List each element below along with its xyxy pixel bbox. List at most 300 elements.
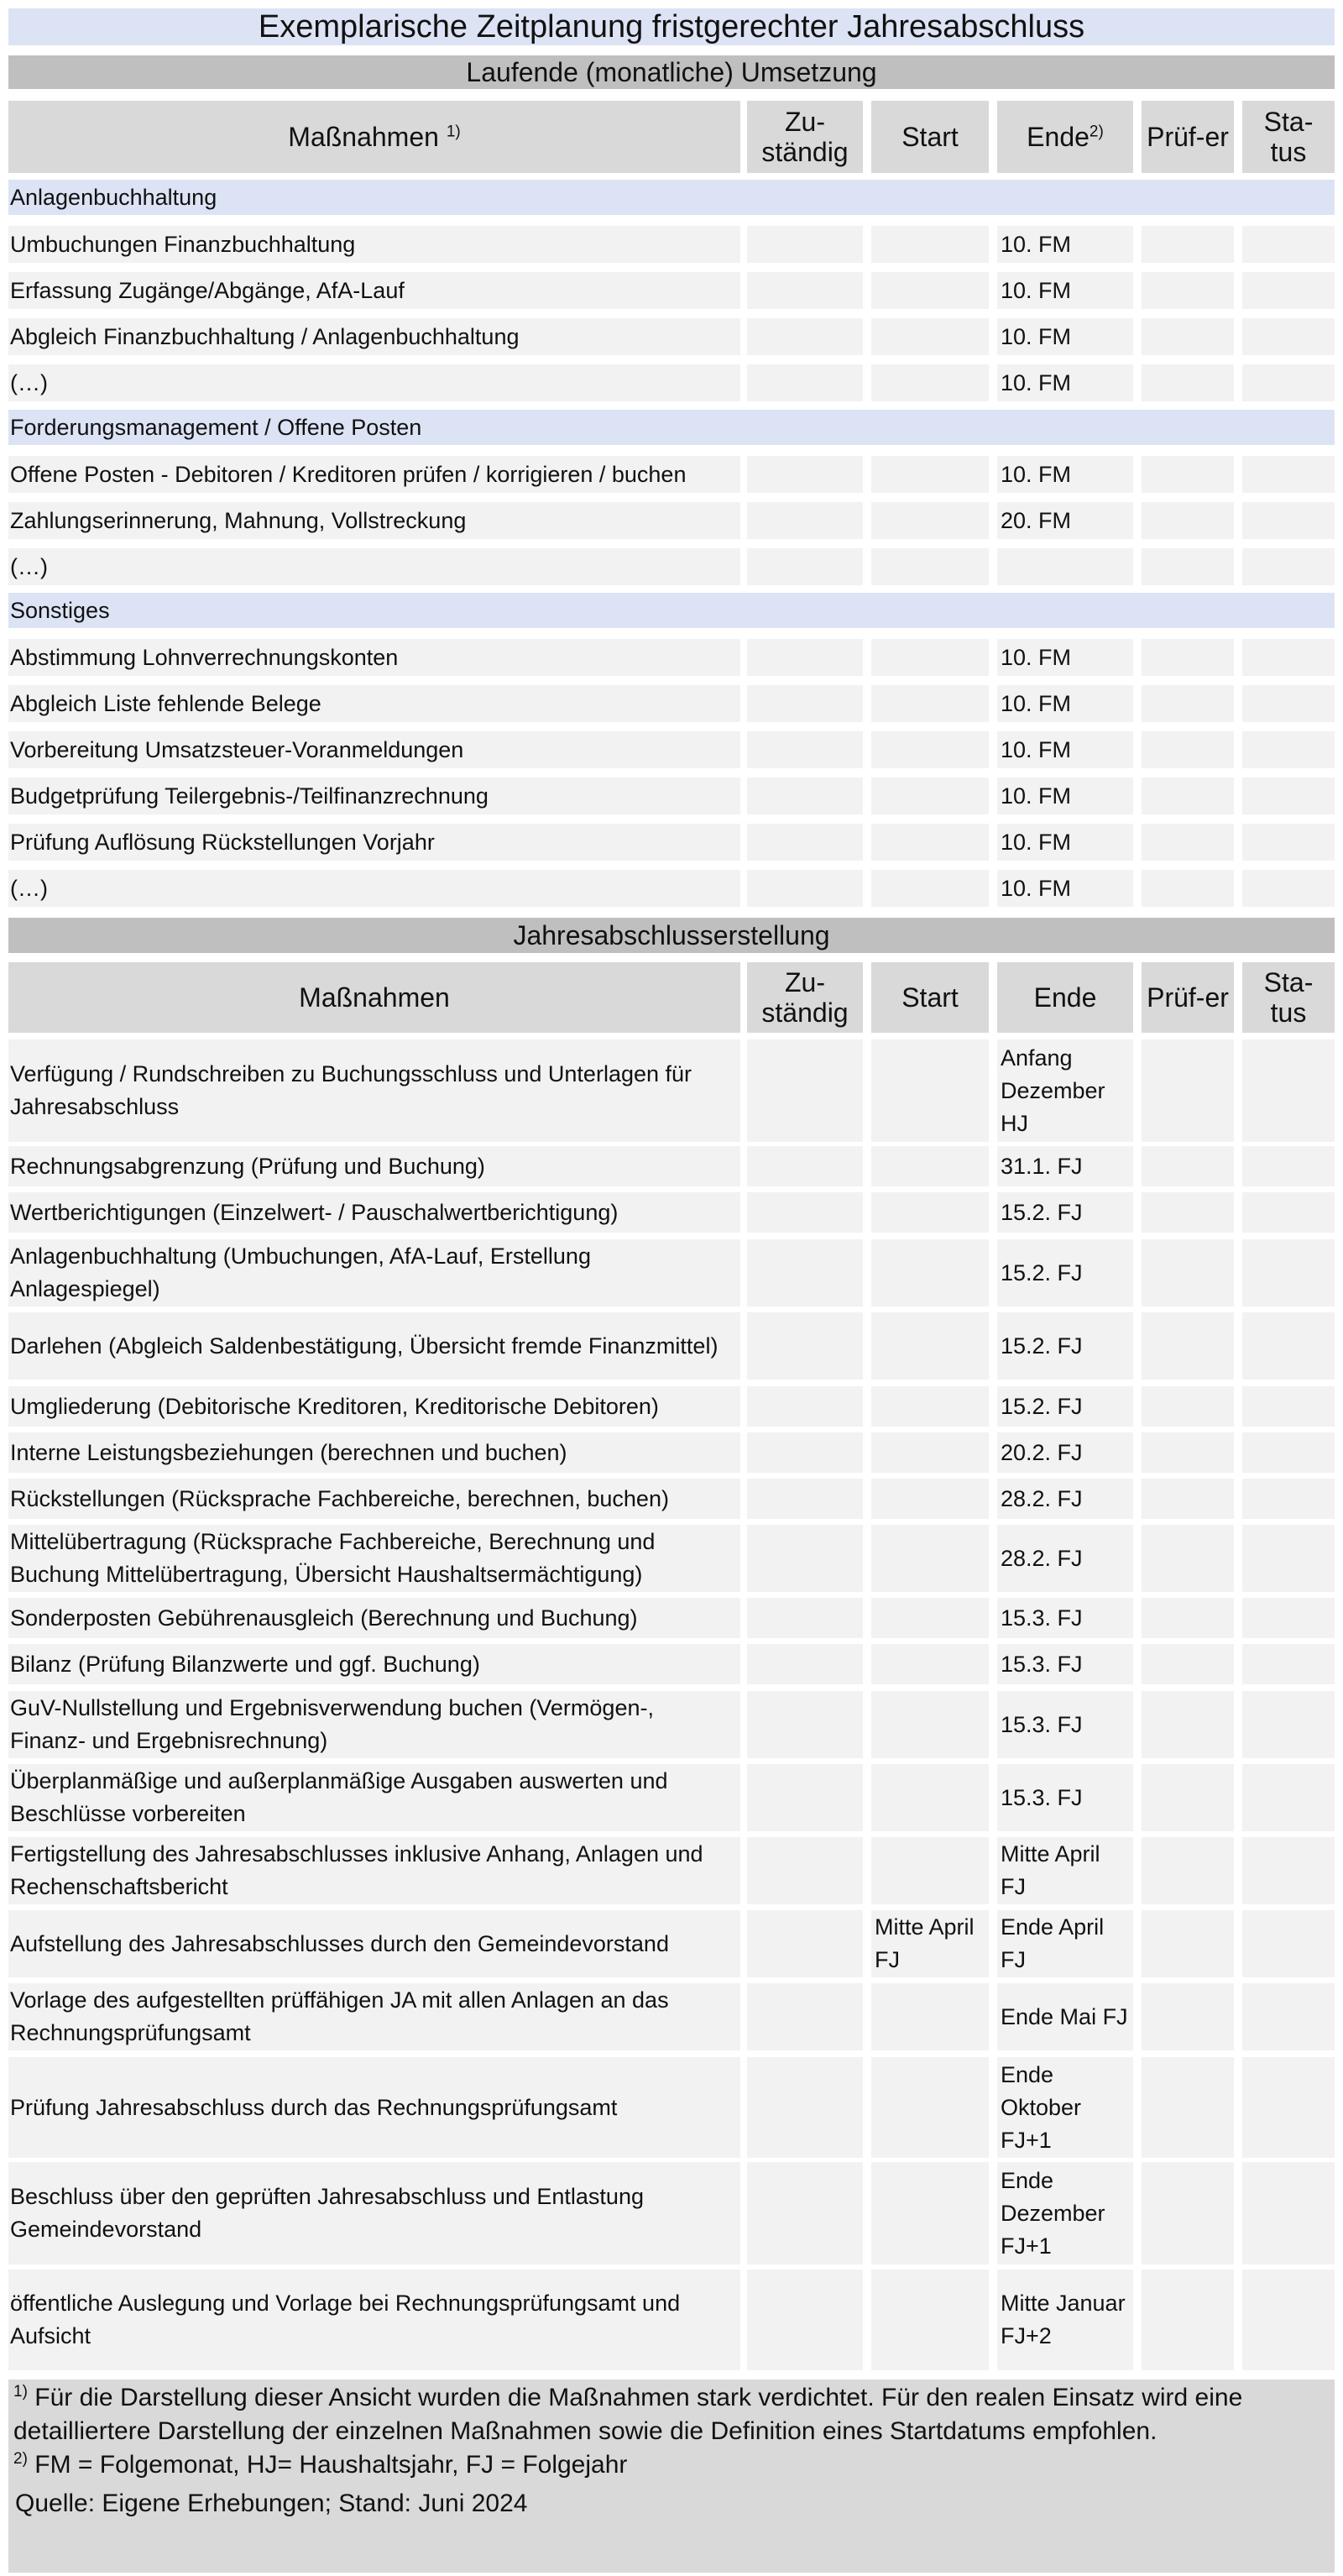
start-cell bbox=[871, 502, 989, 539]
zustaendig-cell bbox=[747, 364, 863, 401]
table-row bbox=[0, 639, 1343, 676]
ende-cell bbox=[997, 1598, 1133, 1638]
zustaendig-cell bbox=[747, 1764, 863, 1831]
header-zustaendig: Zu- ständig bbox=[747, 101, 863, 173]
pruefer-cell bbox=[1142, 1837, 1234, 1904]
start-cell bbox=[871, 1644, 989, 1684]
pruefer-cell bbox=[1142, 456, 1234, 493]
table-row bbox=[0, 870, 1343, 907]
ende-cell bbox=[997, 731, 1133, 768]
table-row bbox=[0, 364, 1343, 401]
massnahme-cell bbox=[8, 1146, 740, 1186]
massnahme-text: Überplanmäßige und außerplanmäßige Ausgaben auswerten und Beschlüsse vorbereiten bbox=[10, 1768, 668, 1826]
ende-text: 15.3. FJ bbox=[1001, 1711, 1083, 1737]
ende-cell bbox=[997, 1837, 1133, 1904]
ende-cell bbox=[997, 1764, 1133, 1831]
massnahme-text: öffentliche Auslegung und Vorlage bei Rechnungsprüfungsamt und Aufsicht bbox=[10, 2291, 681, 2348]
start-cell bbox=[871, 272, 989, 309]
start-cell bbox=[871, 2057, 989, 2158]
pruefer-cell bbox=[1142, 318, 1234, 355]
start-cell bbox=[871, 1039, 989, 1142]
pruefer-cell bbox=[1142, 1910, 1234, 1977]
status-cell bbox=[1242, 456, 1335, 493]
pruefer-cell bbox=[1142, 1239, 1234, 1306]
ende-text: 15.2. FJ bbox=[1001, 1199, 1083, 1225]
pruefer-cell bbox=[1142, 685, 1234, 722]
status-cell bbox=[1242, 364, 1335, 401]
start-cell bbox=[871, 1432, 989, 1473]
status-cell bbox=[1242, 548, 1335, 585]
massnahme-cell bbox=[8, 502, 740, 539]
ende-cell bbox=[997, 1192, 1133, 1233]
category-anlagenbuchhaltung: Anlagenbuchhaltung bbox=[8, 180, 1335, 215]
pruefer-cell bbox=[1142, 731, 1234, 768]
massnahme-text: Darlehen (Abgleich Saldenbestätigung, Übersicht fremde Finanzmittel) bbox=[10, 1333, 719, 1359]
header-status: Sta- tus bbox=[1242, 101, 1335, 173]
ende-cell bbox=[997, 1479, 1133, 1519]
table-row bbox=[0, 1146, 1343, 1186]
massnahme-cell bbox=[8, 1644, 740, 1684]
ende-text: Ende Oktober FJ+1 bbox=[1001, 2061, 1082, 2153]
ende-text: 10. FM bbox=[1001, 644, 1072, 670]
pruefer-cell bbox=[1142, 1039, 1234, 1142]
massnahme-text: Beschluss über den geprüften Jahresabschluss und Entlastung Gemeindevorstand bbox=[10, 2184, 644, 2242]
table-row bbox=[0, 1598, 1343, 1638]
header-massnahmen-label: Maßnahmen bbox=[288, 122, 439, 152]
header-start: Start bbox=[871, 101, 989, 173]
category-sonstiges: Sonstiges bbox=[8, 593, 1335, 628]
zustaendig-cell bbox=[747, 1479, 863, 1519]
massnahme-text: Wertberichtigungen (Einzelwert- / Pauschalwertberichtigung) bbox=[10, 1199, 619, 1225]
table-row bbox=[0, 1192, 1343, 1233]
table-row bbox=[0, 456, 1343, 493]
ende-text: 20. FM bbox=[1001, 507, 1072, 533]
massnahme-text: Sonderposten Gebührenausgleich (Berechnung und Buchung) bbox=[10, 1605, 638, 1631]
ende-cell bbox=[997, 1691, 1133, 1758]
massnahme-cell bbox=[8, 1432, 740, 1473]
ende-cell bbox=[997, 1312, 1133, 1380]
ende-text: 15.3. FJ bbox=[1001, 1784, 1083, 1810]
ende-cell bbox=[997, 1239, 1133, 1306]
pruefer-cell bbox=[1142, 778, 1234, 814]
header-massnahmen-2: Maßnahmen bbox=[8, 962, 740, 1033]
footnote-1: Für die Darstellung dieser Ansicht wurden die Maßnahmen stark verdichtet. Für den realen Einsatz wird eine detailliertere Darstellung der einzelnen Maßnahmen sowie die Definition eines Startdatums empfohlen. bbox=[13, 2384, 1243, 2445]
massnahme-text: Abgleich Finanzbuchhaltung / Anlagenbuchhaltung bbox=[10, 323, 520, 349]
ende-text: 10. FM bbox=[1001, 323, 1072, 349]
massnahme-text: Anlagenbuchhaltung (Umbuchungen, AfA-Lauf, Erstellung Anlagespiegel) bbox=[10, 1243, 591, 1301]
status-cell bbox=[1242, 1525, 1335, 1592]
zustaendig-cell bbox=[747, 1644, 863, 1684]
massnahme-cell bbox=[8, 1837, 740, 1904]
start-cell bbox=[871, 1837, 989, 1904]
ende-cell bbox=[997, 870, 1133, 907]
status-cell bbox=[1242, 272, 1335, 309]
table-row bbox=[0, 1479, 1343, 1519]
start-text: Mitte April FJ bbox=[875, 1914, 975, 1972]
massnahme-text: Vorbereitung Umsatzsteuer-Voranmeldungen bbox=[10, 736, 464, 762]
massnahme-cell bbox=[8, 824, 740, 861]
zustaendig-cell bbox=[747, 502, 863, 539]
massnahme-cell bbox=[8, 1239, 740, 1306]
massnahme-cell bbox=[8, 1691, 740, 1758]
table-row bbox=[0, 2270, 1343, 2370]
zustaendig-cell bbox=[747, 456, 863, 493]
start-cell bbox=[871, 1192, 989, 1233]
ende-text: Mitte April FJ bbox=[1001, 1841, 1100, 1899]
zustaendig-cell bbox=[747, 1432, 863, 1473]
zustaendig-cell bbox=[747, 731, 863, 768]
massnahme-text: (…) bbox=[10, 875, 48, 901]
massnahme-text: Prüfung Jahresabschluss durch das Rechnungsprüfungsamt bbox=[10, 2094, 618, 2120]
start-cell bbox=[871, 2162, 989, 2264]
ende-cell bbox=[997, 456, 1133, 493]
ende-text: 10. FM bbox=[1001, 736, 1072, 762]
ende-text: 10. FM bbox=[1001, 231, 1072, 257]
section-label-ongoing: Laufende (monatliche) Umsetzung bbox=[8, 55, 1335, 89]
ende-text: 15.3. FJ bbox=[1001, 1651, 1083, 1677]
status-cell bbox=[1242, 1432, 1335, 1473]
start-cell bbox=[871, 1598, 989, 1638]
massnahme-cell bbox=[8, 1910, 740, 1977]
massnahme-cell bbox=[8, 456, 740, 493]
pruefer-cell bbox=[1142, 2270, 1234, 2370]
massnahme-cell bbox=[8, 318, 740, 355]
massnahme-text: Verfügung / Rundschreiben zu Buchungsschluss und Unterlagen für Jahresabschluss bbox=[10, 1061, 692, 1119]
status-cell bbox=[1242, 1598, 1335, 1638]
ende-cell bbox=[997, 318, 1133, 355]
status-cell bbox=[1242, 824, 1335, 861]
table-row bbox=[0, 1644, 1343, 1684]
ende-text: Ende Dezember FJ+1 bbox=[1001, 2167, 1105, 2259]
massnahme-cell bbox=[8, 1039, 740, 1142]
table-row bbox=[0, 272, 1343, 309]
pruefer-cell bbox=[1142, 870, 1234, 907]
massnahme-cell bbox=[8, 1764, 740, 1831]
ende-text: Anfang Dezember HJ bbox=[1001, 1045, 1105, 1136]
massnahme-cell bbox=[8, 1479, 740, 1519]
zustaendig-cell bbox=[747, 1239, 863, 1306]
massnahme-cell bbox=[8, 1983, 740, 2050]
table-row bbox=[0, 1837, 1343, 1904]
massnahme-text: Abstimmung Lohnverrechnungskonten bbox=[10, 644, 399, 670]
pruefer-cell bbox=[1142, 1644, 1234, 1684]
ende-cell bbox=[997, 639, 1133, 676]
ende-cell bbox=[997, 1039, 1133, 1142]
status-cell bbox=[1242, 778, 1335, 814]
pruefer-cell bbox=[1142, 272, 1234, 309]
start-cell bbox=[871, 870, 989, 907]
massnahme-text: Umgliederung (Debitorische Kreditoren, Kreditorische Debitoren) bbox=[10, 1393, 659, 1419]
ende-cell bbox=[997, 1910, 1133, 1977]
status-cell bbox=[1242, 2057, 1335, 2158]
massnahme-text: Zahlungserinnerung, Mahnung, Vollstreckung bbox=[10, 507, 467, 533]
zustaendig-cell bbox=[747, 318, 863, 355]
ende-text: 15.2. FJ bbox=[1001, 1393, 1083, 1419]
massnahme-text: Interne Leistungsbeziehungen (berechnen und buchen) bbox=[10, 1439, 567, 1465]
status-cell bbox=[1242, 1910, 1335, 1977]
pruefer-cell bbox=[1142, 2162, 1234, 2264]
massnahme-cell bbox=[8, 2162, 740, 2264]
table-row bbox=[0, 1039, 1343, 1142]
status-cell bbox=[1242, 1146, 1335, 1186]
status-cell bbox=[1242, 1983, 1335, 2050]
status-cell bbox=[1242, 1837, 1335, 1904]
table-row bbox=[0, 1432, 1343, 1473]
pruefer-cell bbox=[1142, 364, 1234, 401]
pruefer-cell bbox=[1142, 226, 1234, 263]
table-row bbox=[0, 1983, 1343, 2050]
status-cell bbox=[1242, 1691, 1335, 1758]
pruefer-cell bbox=[1142, 1386, 1234, 1427]
status-cell bbox=[1242, 1764, 1335, 1831]
table-row bbox=[0, 1386, 1343, 1427]
pruefer-cell bbox=[1142, 1146, 1234, 1186]
header-status-2: Sta- tus bbox=[1242, 962, 1335, 1033]
table-header-ongoing bbox=[0, 101, 1343, 173]
massnahme-text: (…) bbox=[10, 369, 48, 395]
ende-cell bbox=[997, 226, 1133, 263]
massnahme-cell bbox=[8, 364, 740, 401]
table-row bbox=[0, 1691, 1343, 1758]
ende-text: 20.2. FJ bbox=[1001, 1439, 1083, 1465]
status-cell bbox=[1242, 226, 1335, 263]
table-row bbox=[0, 2162, 1343, 2264]
ende-text: Mitte Januar FJ+2 bbox=[1001, 2291, 1126, 2348]
table-row bbox=[0, 731, 1343, 768]
massnahme-cell bbox=[8, 870, 740, 907]
start-cell bbox=[871, 1239, 989, 1306]
status-cell bbox=[1242, 731, 1335, 768]
massnahme-text: GuV-Nullstellung und Ergebnisverwendung buchen (Vermögen-, Finanz- und Ergebnisrechnung) bbox=[10, 1695, 654, 1753]
zustaendig-cell bbox=[747, 1691, 863, 1758]
category-forderungsmanagement: Forderungsmanagement / Offene Posten bbox=[8, 410, 1335, 445]
zustaendig-cell bbox=[747, 1039, 863, 1142]
status-cell bbox=[1242, 1644, 1335, 1684]
page-title: Exemplarische Zeitplanung fristgerechter Jahresabschluss bbox=[8, 8, 1335, 45]
status-cell bbox=[1242, 1039, 1335, 1142]
status-cell bbox=[1242, 1479, 1335, 1519]
start-cell bbox=[871, 226, 989, 263]
status-cell bbox=[1242, 1386, 1335, 1427]
ende-text: 10. FM bbox=[1001, 461, 1072, 487]
massnahme-cell bbox=[8, 778, 740, 814]
massnahme-cell bbox=[8, 685, 740, 722]
massnahme-text: Umbuchungen Finanzbuchhaltung bbox=[10, 231, 356, 257]
ende-cell bbox=[997, 2270, 1133, 2370]
zustaendig-cell bbox=[747, 1386, 863, 1427]
massnahme-cell bbox=[8, 272, 740, 309]
table-row bbox=[0, 1239, 1343, 1306]
table-row bbox=[0, 318, 1343, 355]
zustaendig-cell bbox=[747, 824, 863, 861]
ende-text: 10. FM bbox=[1001, 369, 1072, 395]
zustaendig-cell bbox=[747, 1598, 863, 1638]
massnahme-cell bbox=[8, 1598, 740, 1638]
ende-cell bbox=[997, 824, 1133, 861]
zustaendig-cell bbox=[747, 2270, 863, 2370]
start-cell bbox=[871, 1983, 989, 2050]
zustaendig-cell bbox=[747, 1525, 863, 1592]
zustaendig-cell bbox=[747, 226, 863, 263]
footnote-2: FM = Folgemonat, HJ= Haushaltsjahr, FJ = Folgejahr bbox=[27, 2451, 628, 2479]
start-cell bbox=[871, 685, 989, 722]
zustaendig-cell bbox=[747, 778, 863, 814]
massnahme-text: Rückstellungen (Rücksprache Fachbereiche, berechnen, buchen) bbox=[10, 1485, 669, 1511]
zustaendig-cell bbox=[747, 1146, 863, 1186]
header-ende-2: Ende bbox=[997, 962, 1133, 1033]
massnahme-text: Aufstellung des Jahresabschlusses durch den Gemeindevorstand bbox=[10, 1930, 669, 1956]
status-cell bbox=[1242, 685, 1335, 722]
massnahme-cell bbox=[8, 2057, 740, 2158]
status-cell bbox=[1242, 502, 1335, 539]
pruefer-cell bbox=[1142, 639, 1234, 676]
zustaendig-cell bbox=[747, 1312, 863, 1380]
table-row bbox=[0, 1312, 1343, 1380]
ende-text: 10. FM bbox=[1001, 277, 1072, 303]
ende-cell bbox=[997, 272, 1133, 309]
status-cell bbox=[1242, 639, 1335, 676]
zustaendig-cell bbox=[747, 1837, 863, 1904]
table-row bbox=[0, 778, 1343, 814]
massnahme-cell bbox=[8, 1525, 740, 1592]
table-header-annual bbox=[0, 962, 1343, 1033]
header-ende bbox=[997, 101, 1133, 173]
ende-cell bbox=[997, 778, 1133, 814]
start-cell bbox=[871, 548, 989, 585]
zustaendig-cell bbox=[747, 1983, 863, 2050]
pruefer-cell bbox=[1142, 502, 1234, 539]
table-row bbox=[0, 1525, 1343, 1592]
ende-text: 15.2. FJ bbox=[1001, 1259, 1083, 1285]
ende-cell bbox=[997, 685, 1133, 722]
pruefer-cell bbox=[1142, 1312, 1234, 1380]
status-cell bbox=[1242, 2270, 1335, 2370]
ende-text: 28.2. FJ bbox=[1001, 1485, 1083, 1511]
ende-cell bbox=[997, 1432, 1133, 1473]
zustaendig-cell bbox=[747, 685, 863, 722]
table-row bbox=[0, 502, 1343, 539]
ende-text: Ende April FJ bbox=[1001, 1914, 1105, 1972]
pruefer-cell bbox=[1142, 2057, 1234, 2158]
zustaendig-cell bbox=[747, 272, 863, 309]
table-row bbox=[0, 1764, 1343, 1831]
start-cell bbox=[871, 1312, 989, 1380]
pruefer-cell bbox=[1142, 548, 1234, 585]
ende-cell bbox=[997, 1983, 1133, 2050]
status-cell bbox=[1242, 1239, 1335, 1306]
ende-cell bbox=[997, 1525, 1133, 1592]
start-cell bbox=[871, 1691, 989, 1758]
pruefer-cell bbox=[1142, 824, 1234, 861]
massnahme-text: Bilanz (Prüfung Bilanzwerte und ggf. Buchung) bbox=[10, 1651, 480, 1677]
ende-cell bbox=[997, 548, 1133, 585]
footnotes bbox=[8, 2380, 1335, 2573]
status-cell bbox=[1242, 2162, 1335, 2264]
ende-text: 15.3. FJ bbox=[1001, 1605, 1083, 1631]
zustaendig-cell bbox=[747, 639, 863, 676]
ende-cell bbox=[997, 1386, 1133, 1427]
table-row bbox=[0, 685, 1343, 722]
start-cell bbox=[871, 1386, 989, 1427]
zustaendig-cell bbox=[747, 2057, 863, 2158]
ende-text: 28.2. FJ bbox=[1001, 1545, 1083, 1571]
status-cell bbox=[1242, 870, 1335, 907]
massnahme-text: Prüfung Auflösung Rückstellungen Vorjahr bbox=[10, 829, 435, 855]
start-cell bbox=[871, 824, 989, 861]
massnahme-text: Mittelübertragung (Rücksprache Fachbereiche, Berechnung und Buchung Mittelübertragung, Übersicht Haushaltsermächtigung) bbox=[10, 1529, 656, 1587]
start-cell bbox=[871, 1479, 989, 1519]
ende-cell bbox=[997, 1146, 1133, 1186]
ende-text: 10. FM bbox=[1001, 829, 1072, 855]
ende-text: 10. FM bbox=[1001, 783, 1072, 809]
massnahme-cell bbox=[8, 1192, 740, 1233]
table-row bbox=[0, 548, 1343, 585]
massnahme-cell bbox=[8, 548, 740, 585]
footnote-marker-2: 2) bbox=[1089, 123, 1104, 141]
ende-text: 10. FM bbox=[1001, 690, 1072, 716]
pruefer-cell bbox=[1142, 1983, 1234, 2050]
table-row bbox=[0, 824, 1343, 861]
massnahme-text: Erfassung Zugänge/Abgänge, AfA-Lauf bbox=[10, 277, 405, 303]
section-label-annual: Jahresabschlusserstellung bbox=[8, 918, 1335, 953]
ende-cell bbox=[997, 1644, 1133, 1684]
zustaendig-cell bbox=[747, 870, 863, 907]
start-cell bbox=[871, 364, 989, 401]
start-cell bbox=[871, 1764, 989, 1831]
massnahme-text: Budgetprüfung Teilergebnis-/Teilfinanzrechnung bbox=[10, 783, 489, 809]
header-ende-label: Ende bbox=[1027, 122, 1090, 152]
pruefer-cell bbox=[1142, 1598, 1234, 1638]
ende-cell bbox=[997, 2057, 1133, 2158]
pruefer-cell bbox=[1142, 1525, 1234, 1592]
ende-text: 31.1. FJ bbox=[1001, 1153, 1083, 1179]
start-cell bbox=[871, 1910, 989, 1977]
status-cell bbox=[1242, 318, 1335, 355]
massnahme-cell bbox=[8, 731, 740, 768]
zustaendig-cell bbox=[747, 1192, 863, 1233]
massnahme-text: Rechnungsabgrenzung (Prüfung und Buchung) bbox=[10, 1153, 485, 1179]
ende-cell bbox=[997, 2162, 1133, 2264]
source-note: Quelle: Eigene Erhebungen; Stand: Juni 2024 bbox=[15, 2490, 528, 2517]
pruefer-cell bbox=[1142, 1764, 1234, 1831]
massnahme-cell bbox=[8, 639, 740, 676]
ende-text: Ende Mai FJ bbox=[1001, 2003, 1128, 2029]
header-pruefer: Prüf-er bbox=[1142, 101, 1234, 173]
pruefer-cell bbox=[1142, 1691, 1234, 1758]
zustaendig-cell bbox=[747, 1910, 863, 1977]
zustaendig-cell bbox=[747, 548, 863, 585]
footnote-1-marker: 1) bbox=[13, 2383, 28, 2401]
massnahme-text: Fertigstellung des Jahresabschlusses inklusive Anhang, Anlagen und Rechenschaftsbericht bbox=[10, 1841, 703, 1899]
table-row bbox=[0, 2057, 1343, 2158]
ende-text: 15.2. FJ bbox=[1001, 1333, 1083, 1359]
pruefer-cell bbox=[1142, 1479, 1234, 1519]
table-row bbox=[0, 1910, 1343, 1977]
start-cell bbox=[871, 1525, 989, 1592]
start-cell bbox=[871, 778, 989, 814]
massnahme-text: Abgleich Liste fehlende Belege bbox=[10, 690, 321, 716]
ende-cell bbox=[997, 502, 1133, 539]
massnahme-cell bbox=[8, 2270, 740, 2370]
header-pruefer-2: Prüf-er bbox=[1142, 962, 1234, 1033]
massnahme-text: (…) bbox=[10, 553, 48, 579]
status-cell bbox=[1242, 1312, 1335, 1380]
footnote-marker-1: 1) bbox=[446, 123, 461, 141]
zustaendig-cell bbox=[747, 2162, 863, 2264]
footnote-2-marker: 2) bbox=[13, 2450, 28, 2468]
start-cell bbox=[871, 456, 989, 493]
table-row bbox=[0, 226, 1343, 263]
